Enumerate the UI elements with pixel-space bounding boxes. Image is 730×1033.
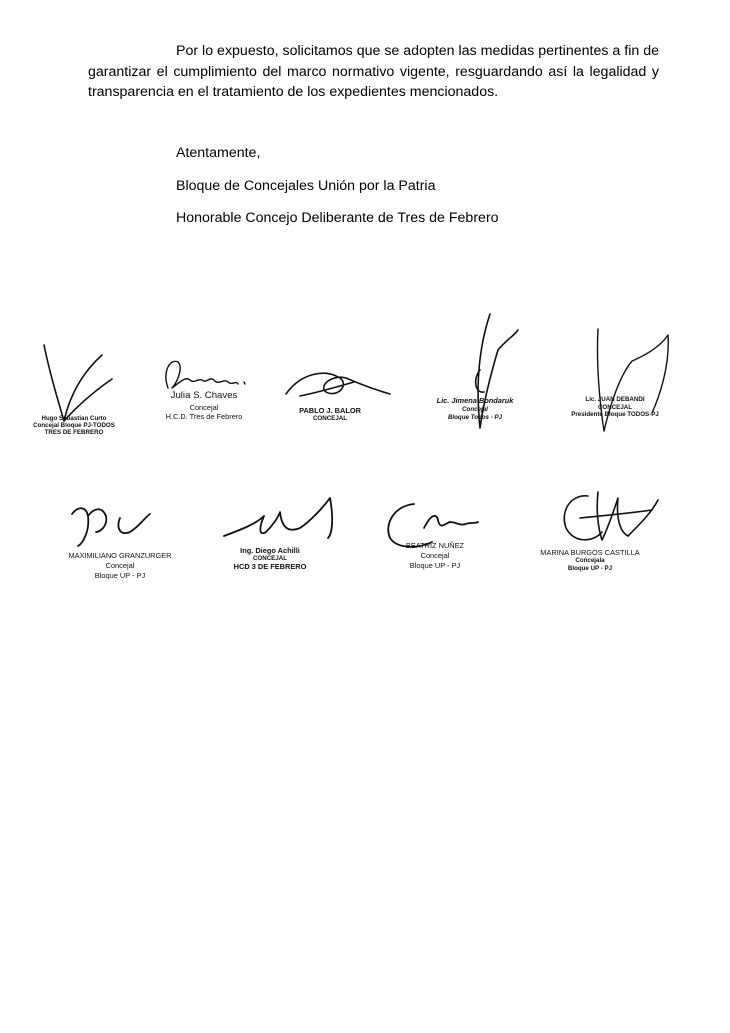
signature-chaves: [158, 352, 258, 432]
bloc-name: Bloque de Concejales Unión por la Patria: [176, 178, 436, 194]
signature-bondaruk: [418, 310, 538, 440]
sig-burgos-name: MARINA BURGOS CASTILLA: [540, 548, 640, 557]
sig-bondaruk-role: Concejal: [462, 406, 488, 413]
signature-nunez: [380, 494, 500, 584]
sig-granzurger-bloc: Bloque UP - PJ: [94, 571, 146, 580]
sig-chaves-hcd: H.C.D. Tres de Febrero: [165, 412, 243, 421]
sig-curto-city: TRES DE FEBRERO: [44, 429, 104, 436]
sig-balor-name: PABLO J. BALOR: [299, 406, 361, 415]
sig-curto-role: Concejal Bloque PJ-TODOS: [33, 422, 115, 429]
sig-nunez-bloc: Bloque UP - PJ: [409, 561, 461, 570]
signature-curto: [30, 335, 130, 455]
signature-debandi: [560, 325, 680, 445]
sig-burgos-bloc: Bloque UP - PJ: [567, 565, 613, 572]
sig-achilli-role: CONCEJAL: [252, 555, 288, 562]
sig-debandi-role: CONCEJAL: [597, 404, 633, 411]
sig-nunez-role: Concejal: [420, 551, 450, 560]
sig-bondaruk-bloc: Bloque Todos - PJ: [447, 414, 503, 421]
sig-nunez-name: BEATRIZ NUÑEZ: [405, 541, 465, 550]
institution-name: Honorable Concejo Deliberante de Tres de Febrero: [176, 210, 499, 226]
closing-paragraph: [88, 41, 659, 103]
sig-granzurger-name: MAXIMILIANO GRANZURGER: [68, 551, 172, 560]
signature-burgos: [540, 488, 660, 588]
sig-chaves-role: Concejal: [189, 403, 219, 412]
sig-achilli-name: Ing. Diego Achilli: [240, 546, 300, 555]
handwritten-signature-debandi: [560, 325, 680, 445]
sig-achilli-hcd: HCD 3 DE FEBRERO: [233, 562, 307, 571]
signature-balor: [280, 364, 400, 434]
sig-burgos-role: Concejala: [575, 557, 605, 564]
paragraph-text: Por lo expuesto, solicitamos que se adopten las medidas pertinentes a fin de garantizar el cumplimiento del marco normativo vigente, resguardando así la legalidad y transparencia en el tratamiento de los expedientes mencionados.: [88, 43, 659, 101]
signature-granzurger: [60, 492, 184, 592]
sig-curto-name: Hugo Sebastian Curto: [41, 415, 107, 422]
sig-debandi-name: Lic. JUAN DEBANDI: [585, 396, 645, 403]
sig-balor-role: CONCEJAL: [312, 415, 348, 422]
sig-chaves-name: Julia S. Chaves: [170, 390, 238, 401]
signature-achilli: [220, 490, 340, 580]
sig-bondaruk-name: Lic. Jimena Bondaruk: [436, 396, 514, 405]
handwritten-signature-balor: [280, 364, 400, 434]
salutation: Atentamente,: [176, 145, 261, 161]
sig-granzurger-role: Concejal: [105, 561, 135, 570]
handwritten-signature-achilli: [220, 490, 340, 550]
handwritten-signature-curto: [30, 335, 130, 455]
sig-debandi-title: Presidente Bloque TODOS-PJ: [571, 411, 659, 418]
